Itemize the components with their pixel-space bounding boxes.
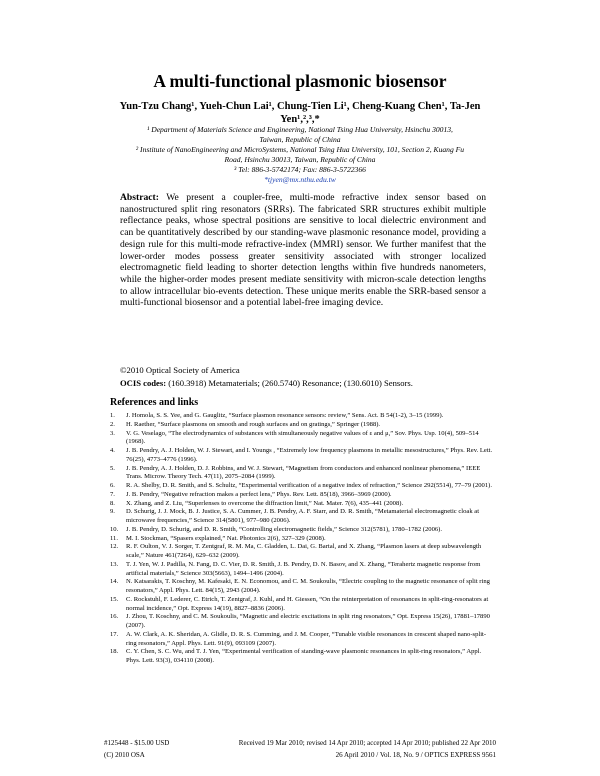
author-line-1: Yun-Tzu Chang¹, Yueh-Chun Lai¹, Chung-Tien Li¹, Cheng-Kuang Chen¹, Ta-Jen [119,101,481,112]
references-heading: References and links [110,397,199,408]
reference-item: 18. C. Y. Chen, S. C. Wu, and T. J. Yen, “Experimental verification of standing-wave plasmonic resonances in split-ring resonators,” Appl. Phys. Lett. 93(3), 034110 (2008). [110,648,482,664]
author-list [100,101,500,126]
abstract [120,192,486,309]
footer-article-price: #125448 - $15.00 USD [104,739,170,747]
reference-item: 4. J. B. Pendry, A. J. Holden, W. J. Stewart, and I. Youngs , “Extremely low frequency plasmons in metallic mesostructures,” Phys. Rev. Lett. 76(25), 4773–4776 (1996). [110,447,493,463]
affiliation-3: ³ Tel: 886-3-5742174; Fax: 886-3-5722366 [234,165,366,174]
affiliation-1: ¹ Department of Materials Science and Engineering, National Tsing Hua University, Hsinchu 30013, Taiwan, Republic of China [147,125,453,144]
reference-item: 16. J. Zhou, T. Koschny, and C. M. Soukoulis, “Magnetic and electric excitations in split ring resonators,” Opt. Express 15(26), 17881–17890 (2007). [110,613,490,629]
footer-journal-info: 26 April 2010 / Vol. 18, No. 9 / OPTICS EXPRESS 9561 [335,751,496,759]
reference-item: 17. A. W. Clark, A. K. Sheridan, A. Glidle, D. R. S. Cumming, and J. M. Cooper, “Tunable visible resonances in crescent shaped nano-split-ring resonators,” Appl. Phys. Lett. 91(9), 093109 (2007). [110,630,487,647]
reference-item: 11. M. I. Stockman, “Spasers explained,” Nat. Photonics 2(6), 327–329 (2008). [110,534,326,542]
author-line-2: Yen¹,²,³,* [280,113,320,125]
reference-item: 13. T. J. Yen, W. J. Padilla, N. Fang, D. C. Vier, D. R. Smith, J. B. Pendry, D. N. Basov, and X. Zhang, “Terahertz magnetic response from artificial materials,” Science 303(5663), 1494–1496 (2004). [110,560,481,577]
reference-item: 12. R. F. Oulton, V. J. Sorger, T. Zentgraf, R. M. Ma, C. Gladden, L. Dai, G. Bartal, and X. Zhang, “Plasmon lasers at deep subwavelength scale,” Nature 461(7264), 629–632 (2009). [110,543,482,559]
ocis-codes [120,378,413,388]
reference-item: 8. X. Zhang, and Z. Liu, “Superlenses to overcome the diffraction limit,” Nat. Mater. 7(6), 435–441 (2008). [110,499,404,507]
reference-item: 5. J. B. Pendry, A. J. Holden, D. J. Robbins, and W. J. Stewart, “Magnetism from conductors and enhanced nonlinear phenomena,” IEEE Trans. Microw. Theory Tech. 47(11), 2075–2084 (1999). [110,464,481,481]
reference-list [110,412,496,666]
reference-item: 9. D. Schurig, J. J. Mock, B. J. Justice, S. A. Cummer, J. B. Pendry, A. F. Starr, and D. R. Smith, “Metamaterial electromagnetic cloak at microwave frequencies,” Science 314(5801), 977–980 (2006). [110,508,480,524]
footer-copyright: (C) 2010 OSA [104,751,145,759]
reference-item: 6. R. A. Shelby, D. R. Smith, and S. Schultz, “Experimental verification of a negative index of refraction,” Science 292(5514), 77–79 (2001). [110,482,492,489]
abstract-label: Abstract: [120,192,159,203]
reference-item: 14. N. Katsarakis, T. Koschny, M. Kafesaki, E. N. Economou, and C. M. Soukoulis, “Electric coupling to the magnetic resonance of split ring resonators,” Appl. Phys. Lett. 84(15), 2943 (2004). [110,578,490,594]
ocis-text: (160.3918) Metamaterials; (260.5740) Resonance; (130.6010) Sensors. [168,378,413,388]
reference-item: 1. J. Homola, S. S. Yee, and G. Gauglitz, “Surface plasmon resonance sensors: review,” Sens. Act. B 54(1-2), 3–15 (1999). [110,412,444,419]
reference-item: 10. J. B. Pendry, D. Schurig, and D. R. Smith, “Controlling electromagnetic fields,” Science 312(5781), 1780–1782 (2006). [110,525,443,533]
ocis-label: OCIS codes: [120,378,167,388]
reference-item: 2. H. Raether, “Surface plasmons on smooth and rough surfaces and on gratings,” Springer (1988). [110,420,381,428]
affiliation-2: ² Institute of NanoEngineering and MicroSystems, National Tsing Hua University, 101, Section 2, Kuang Fu Road, Hsinchu 30013, Taiwan, Republic of China [135,145,465,164]
reference-item: 7. J. B. Pendry, “Negative refraction makes a perfect lens,” Phys. Rev. Lett. 85(18), 3966–3969 (2000). [110,490,392,498]
abstract-text: We present a coupler-free, multi-mode refractive index sensor based on nanostructured split ring resonators (SRRs). The fabricated SRR structures exhibit multiple reflectance peaks, whose spectral positions are sensitive to local dielectric environment and can be quantitatively described by our standing-wave plasmonic resonance model, providing a design rule for this multi-mode refractive-index (MMRI) sensor. We further manifest that the lower-order modes possess greater sensitivity associated with stronger localized electromagnetic field leading to shorter detection lengths within five hundreds nanometers, while the higher-order modes present mediate sensitivity with micron-scale detection lengths to allow intracellular bio-events detection. These unique merits enable the SRR-based sensor a multi-functional biosensor and a potential label-free imaging device. [120,192,486,309]
author-email-link[interactable]: *tjyen@mx.nthu.edu.tw [264,175,336,184]
reference-item: 3. V. G. Veselago, “The electrodynamics of substances with simultaneously negative values of ε and μ,” Sov. Phys. Usp. 10(4), 509–514 (1968). [110,429,479,446]
paper-title: A multi-functional plasmonic biosensor [153,71,447,91]
reference-item: 15. C. Rockstuhl, F. Lederer, C. Etrich, T. Zentgraf, J. Kuhl, and H. Giessen, “On the reinterpretation of resonances in split-ring-resonators at normal incidence,” Opt. Express 14(19), 8827–8836 (2006). [110,595,489,612]
copyright-notice: ©2010 Optical Society of America [120,365,240,375]
footer-dates: Received 19 Mar 2010; revised 14 Apr 2010; accepted 14 Apr 2010; published 22 Apr 2010 [238,739,496,747]
